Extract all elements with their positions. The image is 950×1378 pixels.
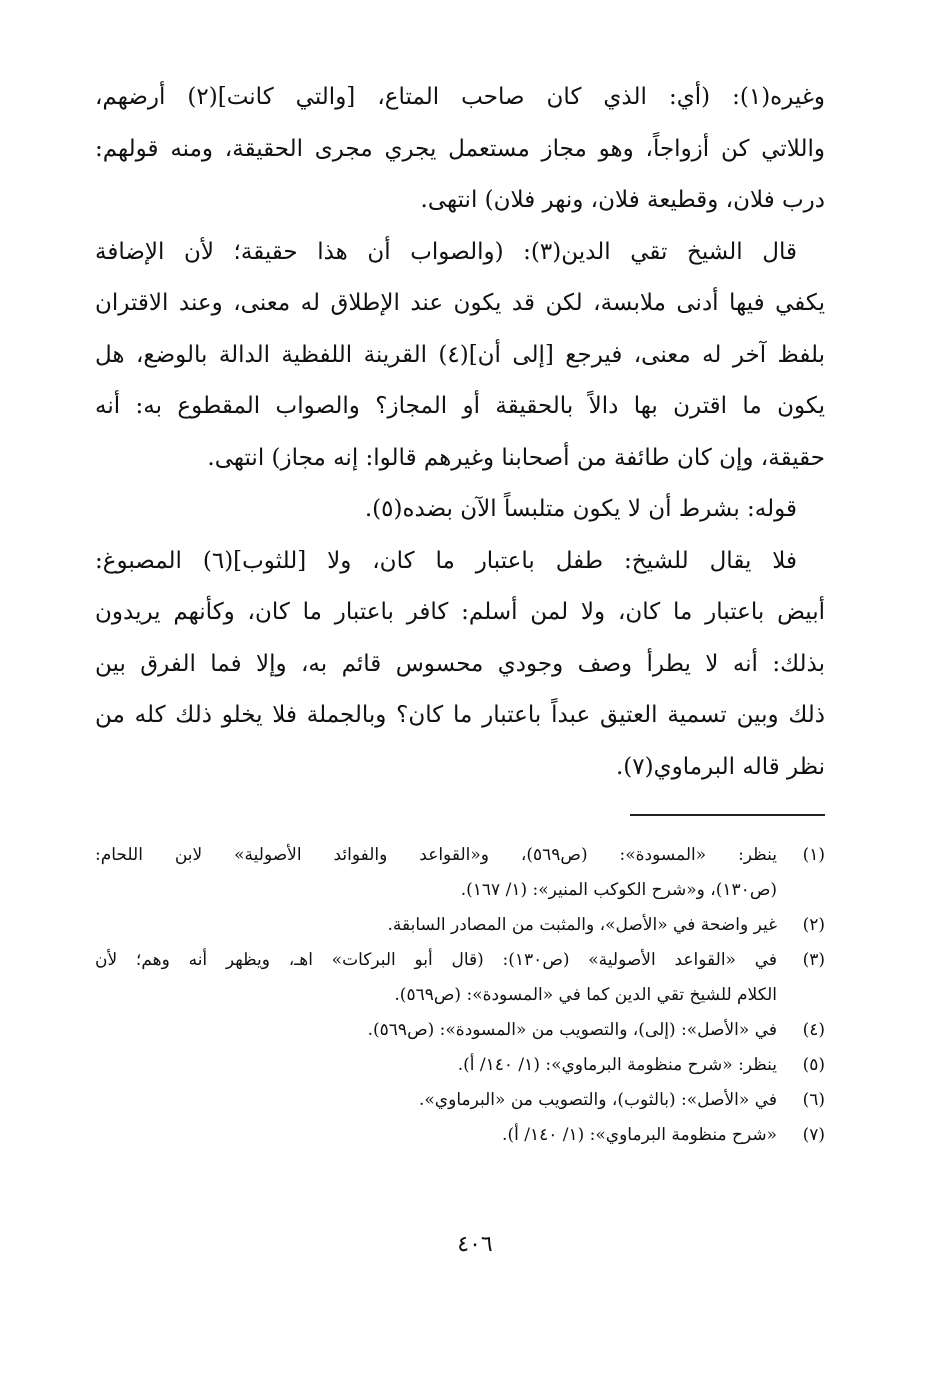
body-line: نظر قاله البرماوي(٧). (615, 753, 825, 780)
body-line: قوله: بشرط أن لا يكون متلبساً الآن بضده(٥). (364, 496, 797, 522)
footnote-number: (٤) (802, 1020, 825, 1040)
body-line: درب فلان، وقطيعة فلان، ونهر فلان) انتهى. (420, 187, 825, 213)
footnote (95, 1048, 825, 1083)
body-line: حقيقة، وإن كان طائفة من أصحابنا وغيرهم قالوا: إنه مجاز) انتهى. (207, 444, 825, 471)
footnote-line: غير واضحة في «الأصل»، والمثبت من المصادر السابقة. (387, 915, 777, 935)
footnote (95, 1013, 825, 1048)
footnote (95, 908, 825, 943)
footnote-number: (٥) (802, 1055, 825, 1075)
body-line: أبيض باعتبار ما كان، ولا لمن أسلم: كافر باعتبار ما كان، وكأنهم يريدون (95, 599, 825, 625)
footnote-number: (٧) (802, 1125, 825, 1145)
page-number: ٤٠٦ (457, 1232, 493, 1257)
footnote (95, 943, 825, 1013)
body-line: فلا يقال للشيخ: طفل باعتبار ما كان، ولا [للثوب](٦) المصبوغ: (95, 547, 797, 574)
body-line: قال الشيخ تقي الدين(٣): (والصواب أن هذا حقيقة؛ لأن الإضافة (95, 238, 797, 265)
footnote (95, 1083, 825, 1118)
footnote (95, 1118, 825, 1153)
body-line: يكفي فيها أدنى ملابسة، لكن قد يكون عند الإطلاق له معنى، وعند الاقتران (95, 290, 825, 316)
footnote-separator (630, 814, 825, 816)
footnote-line: «شرح منظومة البرماوي»: (١/ ١٤٠/ أ). (502, 1125, 777, 1145)
footnote-line: ينظر: «شرح منظومة البرماوي»: (١/ ١٤٠/ أ). (457, 1055, 777, 1075)
footnote-number: (٦) (802, 1090, 825, 1110)
footnote-line: الكلام للشيخ تقي الدين كما في «المسودة»: (ص٥٦٩). (394, 985, 777, 1005)
body-line: وغيره(١): (أي: الذي كان صاحب المتاع، [والتي كانت](٢) أرضهم، (95, 84, 825, 110)
body-line: بلفظ آخر له معنى، فيرجع [إلى أن](٤) القرينة اللفظية الدالة بالوضع، هل (95, 341, 825, 368)
footnote (95, 838, 825, 908)
body-line: يكون ما اقترن بها دالاً بالحقيقة أو المجاز؟ والصواب المقطوع به: أنه (95, 393, 825, 419)
footnote-line: في «الأصل»: (إلى)، والتصويب من «المسودة»: (ص٥٦٩). (367, 1020, 777, 1040)
footnote-number: (٢) (802, 915, 825, 935)
body-line: واللاتي كن أزواجاً، وهو مجاز مستعمل يجري مجرى الحقيقة، ومنه قولهم: (95, 135, 825, 162)
footnote-line: في «الأصل»: (بالثوب)، والتصويب من «البرماوي». (419, 1090, 777, 1110)
footnote-line: في «القواعد الأصولية» (ص١٣٠): (قال أبو البركات» اهـ، ويظهر أنه وهم؛ لأن (95, 950, 777, 970)
footnote-number: (٣) (802, 950, 825, 970)
body-line: ذلك وبين تسمية العتيق عبداً باعتبار ما كان؟ وبالجملة فلا يخلو ذلك كله من (95, 702, 825, 728)
body-line: بذلك: أنه لا يطرأ وصف وجودي محسوس قائم به، وإلا فما الفرق بين (95, 650, 825, 677)
footnote-line: ينظر: «المسودة»: (ص٥٦٩)، و«القواعد والفوائد الأصولية» لابن اللحام: (95, 845, 777, 865)
footnote-line: (ص١٣٠)، و«شرح الكوكب المنير»: (١/ ١٦٧). (460, 880, 777, 900)
footnotes (95, 838, 825, 1153)
main-text (95, 72, 825, 793)
footnote-number: (١) (802, 845, 825, 865)
